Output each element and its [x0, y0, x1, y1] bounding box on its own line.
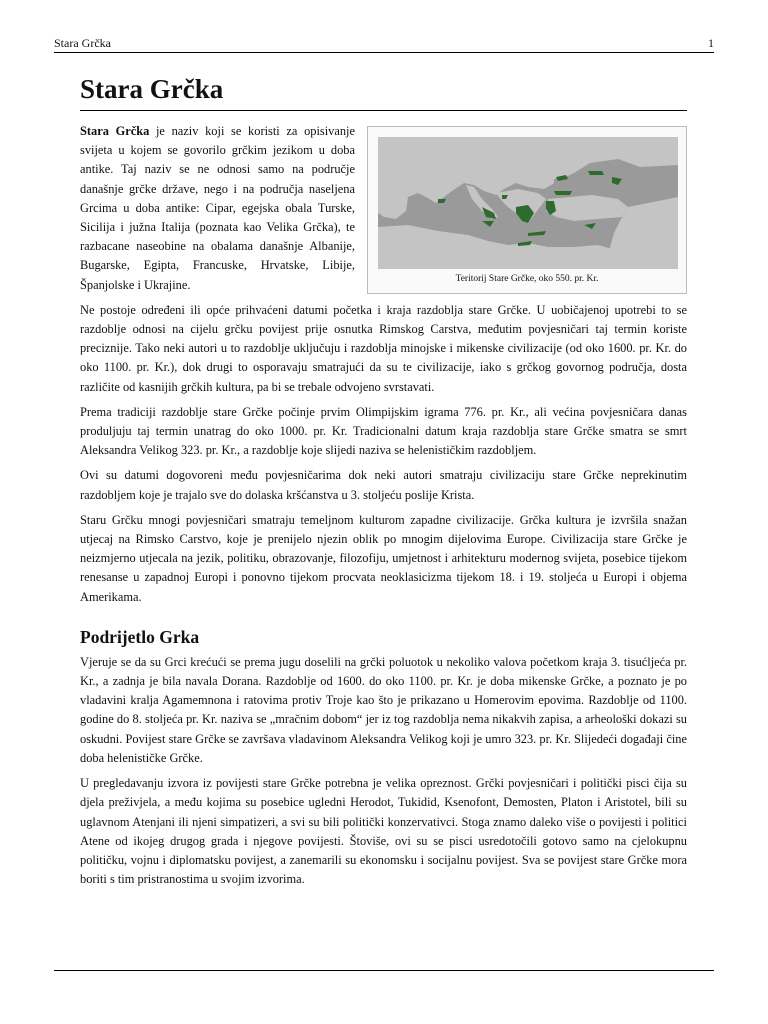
article-title: Stara Grčka: [80, 72, 687, 111]
footer-rule: [54, 970, 714, 971]
paragraph-4: Staru Grčku mnogi povjesničari smatraju temeljnom kulturom zapadne civilizacije. Grčka kultura je izvršila snažan utjecaj na Rimsko Carstvo, koje je prenijelo njezin oblik po mnogim dijelovima Europe. Civilizacija stare Grčke je neizmjerno utjecala na jezik, politiku, obrazovanje, filozofiju, umjetnost i arhitekturu modernog svijeta, posebice tijekom renesanse u zapadnoj Europi i ponovno tijekom procvata neoklasicizma tijekom 18. i 19. stoljeća u Europi i objema Amerikama.: [80, 512, 687, 604]
running-header-title: Stara Grčka: [54, 36, 111, 50]
section-heading-origins: Podrijetlo Grka: [80, 626, 200, 647]
section-paragraph-2: U pregledavanju izvora iz povijesti stare Grčke potrebna je velika opreznost. Grčki povjesničari i politički pisci čija su djela preživjela, a među kojima su posebice ugledni Herodot, Tukidid, Ksenofont, Demosten, Platon i Aristotel, bili su uglavnom Atenjani ili njeni simpatizeri, a svi su bili politički konzervativci. Stoga znamo daleko više o povijesti i politici Atene od ikojeg drugog grada i njegove povijesti. Štoviše, ovi su se pisci usredotočili gotovo samo na cjelokupnu političku, vojnu i diplomatsku povijest, a zanemarili su ekonomsku i socijalnu povijest. Sva se povijest stare Grčke mora boriti s tim pristranostima u svojim izvorima.: [80, 776, 687, 887]
article-body: [80, 122, 687, 895]
map-figure: [367, 126, 687, 294]
map-land-anatolia: [546, 195, 628, 221]
map-caption: Teritorij Stare Grčke, oko 550. pr. Kr.: [455, 274, 599, 284]
paragraph-2: Prema tradiciji razdoblje stare Grčke počinje prvim Olimpijskim igrama 776. pr. Kr., ali većina povjesničara danas produljuju taj termin unatrag do oko 1000. pr. Kr. Tradicionalni datum kraja razdoblja stare Grčke smatra se smrt Aleksandra Velikog 323. pr. Kr., a razdoblje koje slijedi naziva se helenističkim razdobljem.: [80, 404, 687, 458]
intro-block: [80, 122, 687, 403]
intro-term: Stara Grčka: [80, 124, 150, 138]
page-number: 1: [708, 36, 714, 50]
territory-map: [378, 137, 678, 269]
section-paragraph-1: Vjeruje se da su Grci krećući se prema jugu doselili na grčki poluotok u nekoliko valova početkom kraja 3. tisućljeća pr. Kr., a zadnja je bila navala Dorana. Razdoblje od 1600. do oko 1100. pr. Kr. je doba mikenske Grčke, a poznato je po vladavini kralja Agamemnona i ratovima protiv Troje kao što je prikazano u Homerovim epovima. Razdoblje od 1100. godine do 8. stoljeća pr. Kr. naziva se „mračnim dobom“ jer iz tog razdoblja nema nikakvih zapisa, a arheološki dokazi su oskudni. Povijest stare Grčke se završava vladavinom Aleksandra Velikog koji je umro 323. pr. Kr. Slijedeći događaji čine doba helenističke Grčke.: [80, 654, 687, 765]
paragraph-1: Ne postoje određeni ili opće prihvaćeni datumi početka i kraja razdoblja stare Grčke. U uobičajenoj upotrebi to se razdoblje odnosi na cijelu grčku povijest prije osnutka Rimskog Carstva, međutim povjesničari taj termin koriste preciznije. Tako neki autori u to razdoblje uključuju i razdoblja minojske i mikenske civilizacije (od oko 1600. pr. Kr. do oko 1100. pr. Kr.), dok drugi to osporavaju smatrajući da su te civilizacije, iako s grčkog govornog područja, dosta različite od kasnijih grčkih kultura, pa bi se trebale odvojeno svrstavati.: [80, 302, 687, 394]
intro-text: je naziv koji se koristi za opisivanje svijeta u kojem se govorilo grčkim jezikom u doba antike. Taj naziv se ne odnosi samo na područje današnje grčke države, nego i na područja naseljena Grcima u doba antike: Cipar, egejska obala Turske, Sicilija i južna Italija (poznata kao Velika Grčka), te razbacane naseobine na obalama današnje Albanije, Bugarske, Egipta, Francuske, Hrvatske, Libije, Španjolske i Ukrajine.: [80, 124, 355, 292]
paragraph-3: Ovi su datumi dogovoreni među povjesničarima dok neki autori smatraju civilizaciju stare Grčke neprekinutim razdobljem koje je trajalo sve do dolaska kršćanstva u 3. stoljeću poslije Krista.: [80, 468, 687, 502]
running-header: [54, 36, 714, 53]
